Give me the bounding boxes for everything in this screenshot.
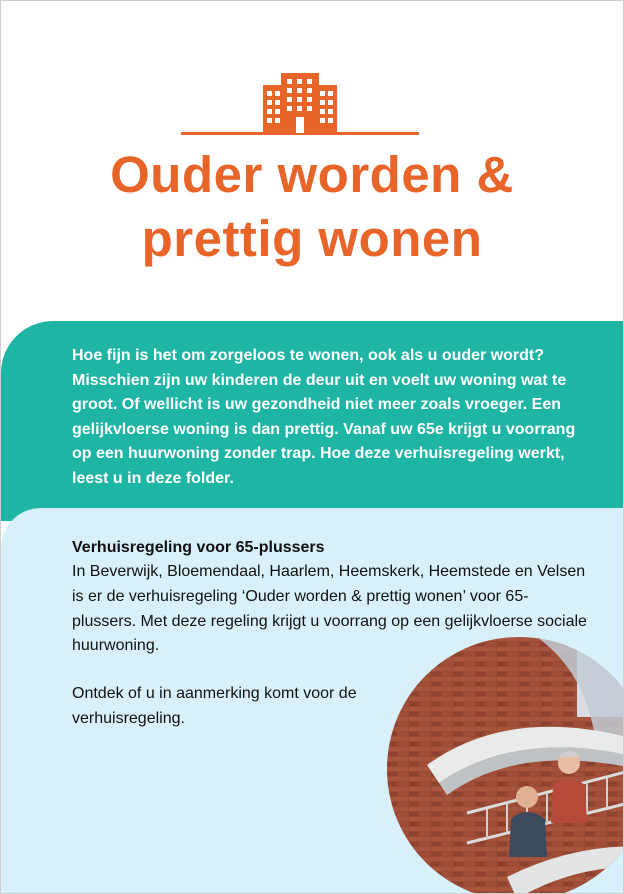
- section-heading: Verhuisregeling voor 65-plussers: [72, 539, 325, 556]
- cta-text: Ontdek of u in aanmerking komt voor de verhuisregeling.: [72, 685, 357, 727]
- apartment-building-icon: [181, 69, 419, 139]
- section-body: In Beverwijk, Bloemendaal, Haarlem, Heemskerk, Heemstede en Velsen is er de verhuisregeling ‘Ouder worden & prettig wonen’ voor 65-plussers. Met deze regeling krijgt u voorrang op een gelijkvloerse sociale huurwoning.: [72, 563, 587, 655]
- title-line-1: Ouder worden &: [110, 146, 514, 203]
- title-line-2: prettig wonen: [141, 210, 483, 267]
- intro-text: Hoe fijn is het om zorgeloos te wonen, ook als u ouder wordt? Misschien zijn uw kinderen de deur uit en voelt uw woning wat te groot. Of wellicht is uw gezondheid niet meer zoals vroeger. Een gelijkvloerse woning is dan prettig. Vanaf uw 65e krijgt u voorrang op een huurwoning zonder trap. Hoe deze verhuisregeling werkt, leest u in deze folder.: [72, 347, 576, 487]
- page-title: [1, 143, 623, 271]
